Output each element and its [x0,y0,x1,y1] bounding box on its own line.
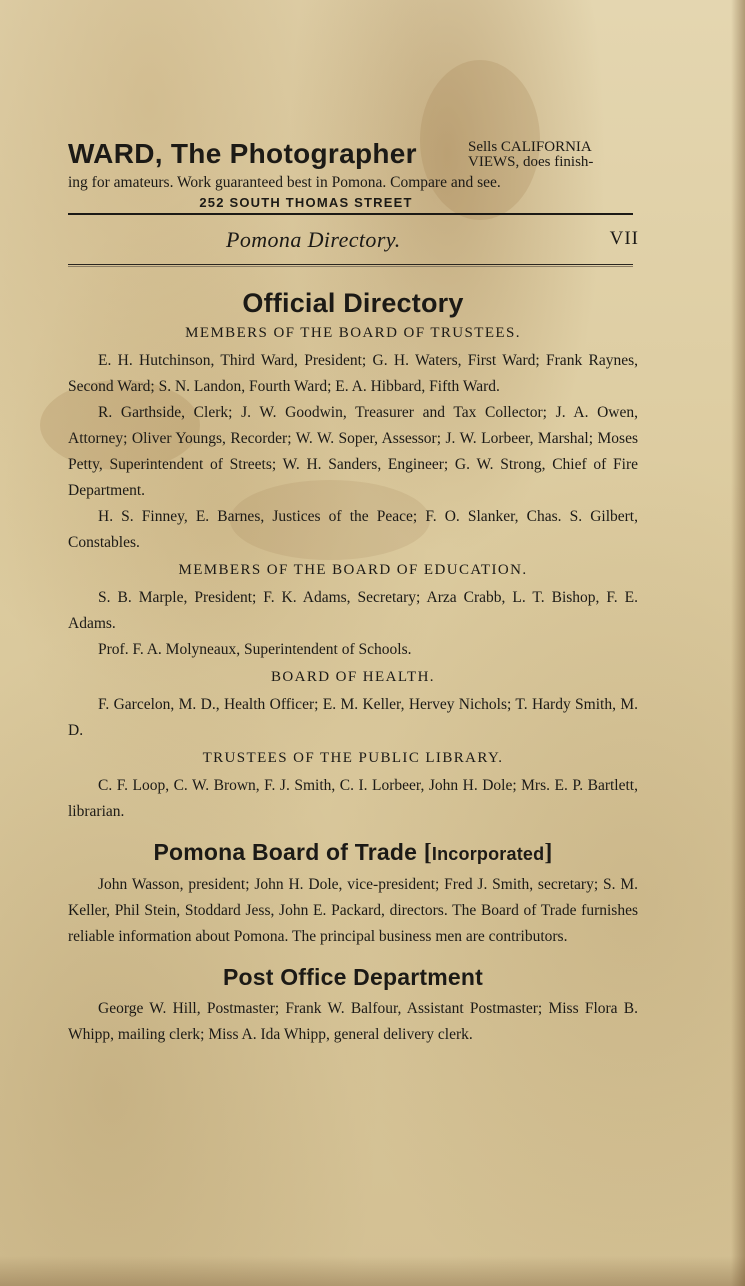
education-subheading: MEMBERS OF THE BOARD OF EDUCATION. [178,562,528,578]
ad-side-line2: VIEWS, does finish- [468,154,594,170]
incorporated-bracket-open: [ [423,840,432,866]
page-number: VII [609,228,639,249]
incorporated-tag: Incorporated [431,844,545,864]
health-paragraph: F. Garcelon, M. D., Health Officer; E. M. Keller, Hervey Nichols; T. Hardy Smith, M. D. [68,696,638,739]
page-edge-shadow [0,1256,745,1286]
incorporated-bracket-close: ] [544,840,553,866]
ad-divider-rule [68,213,633,215]
superintendent-paragraph: Prof. F. A. Molyneaux, Superintendent of Schools. [98,641,412,658]
ad-address: 252 SOUTH THOMAS STREET [199,195,413,210]
justices-paragraph: H. S. Finney, E. Barnes, Justices of the Peace; F. O. Slanker, Chas. S. Gilbert, Constables. [68,508,638,551]
post-office-heading: Post Office Department [222,964,483,990]
ad-side-line1: Sells CALIFORNIA [468,139,592,155]
trustees-subheading: MEMBERS OF THE BOARD OF TRUSTEES. [185,325,521,341]
ad-text-line: ing for amateurs. Work guaranteed best in Pomona. Compare and see. [68,174,501,191]
library-paragraph: C. F. Loop, C. W. Brown, F. J. Smith, C. I. Lorbeer, John H. Dole; Mrs. E. P. Bartlett, librarian. [68,777,638,820]
page-edge-shadow [731,0,745,1286]
board-of-trade-title: Pomona Board of Trade [153,839,418,865]
official-directory-heading: Official Directory [242,288,464,318]
directory-body [68,288,638,1048]
board-of-trade-heading [68,839,638,867]
running-head-title: Pomona Directory. [226,227,401,252]
trustees-paragraph: E. H. Hutchinson, Third Ward, President; G. H. Waters, First Ward; Frank Raynes, Second Ward; S. N. Landon, Fourth Ward; E. A. Hibbard, Fifth Ward. [68,352,638,395]
ad-title: WARD, The Photographer [68,138,417,169]
ad-side-text [468,140,643,170]
health-subheading: BOARD OF HEALTH. [271,669,435,685]
education-paragraph: S. B. Marple, President; F. K. Adams, Secretary; Arza Crabb, L. T. Bishop, F. E. Adams. [68,589,638,632]
post-office-paragraph: George W. Hill, Postmaster; Frank W. Balfour, Assistant Postmaster; Miss Flora B. Whipp, mailing clerk; Miss A. Ida Whipp, general delivery clerk. [68,1000,638,1043]
header-divider-rule [68,264,633,267]
library-subheading: TRUSTEES OF THE PUBLIC LIBRARY. [202,750,504,766]
board-of-trade-paragraph: John Wasson, president; John H. Dole, vice-president; Fred J. Smith, secretary; S. M. Keller, Phil Stein, Stoddard Jess, John E. Packard, directors. The Board of Trade furnishes reliable information about Pomona. The principal business men are contributors. [68,876,638,945]
officers-paragraph: R. Garthside, Clerk; J. W. Goodwin, Treasurer and Tax Collector; J. A. Owen, Attorney; Oliver Youngs, Recorder; W. W. Soper, Assessor; J. W. Lorbeer, Marshal; Moses Petty, Superintendent of Streets; W. H. Sanders, Engineer; G. W. Strong, Chief of Fire Department. [68,404,638,499]
